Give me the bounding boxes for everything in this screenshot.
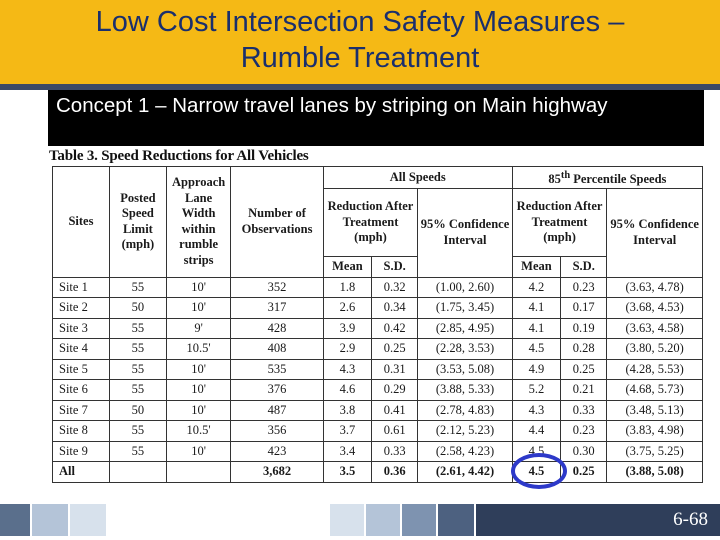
table-cell: 0.31 (372, 359, 418, 380)
table-cell: 3.7 (323, 421, 371, 442)
table-cell: 0.30 (561, 441, 607, 462)
table-cell: 428 (231, 318, 323, 339)
table-cell: (2.78, 4.83) (418, 400, 513, 421)
table-cell: 0.42 (372, 318, 418, 339)
table-cell: 55 (109, 380, 166, 401)
table-cell: (4.28, 5.53) (607, 359, 703, 380)
footer-block (402, 504, 436, 536)
slide-title-line-2: Rumble Treatment (240, 42, 480, 74)
footer-bar (0, 504, 720, 540)
table-cell: (3.48, 5.13) (607, 400, 703, 421)
table-cell: 408 (231, 339, 323, 360)
table-cell: (2.85, 4.95) (418, 318, 513, 339)
table-cell: 50 (109, 400, 166, 421)
header-ci-85: 95% Confidence Interval (607, 189, 703, 278)
header-approach-lane-width: Approach Lane Width within rumble strips (166, 167, 230, 278)
slide-title (0, 4, 720, 76)
table-cell: 10' (166, 277, 230, 298)
footer-block (0, 504, 30, 536)
table-cell: 4.5 (512, 339, 560, 360)
table-cell: (3.68, 4.53) (607, 298, 703, 319)
table-row (53, 318, 703, 339)
table-row (53, 339, 703, 360)
highlight-circle (511, 453, 567, 489)
table-cell: Site 6 (53, 380, 110, 401)
table-cell: 0.21 (561, 380, 607, 401)
header-all-speeds: All Speeds (323, 167, 512, 189)
table-cell: 2.6 (323, 298, 371, 319)
table-cell: 356 (231, 421, 323, 442)
table-cell: 2.9 (323, 339, 371, 360)
table-cell: 3.8 (323, 400, 371, 421)
table-row (53, 298, 703, 319)
table-cell: Site 4 (53, 339, 110, 360)
table-cell: 50 (109, 298, 166, 319)
table-cell: 0.25 (372, 339, 418, 360)
table-cell: 4.2 (512, 277, 560, 298)
table-cell: 0.33 (561, 400, 607, 421)
table-cell: 10' (166, 359, 230, 380)
table-cell: 4.5 (512, 441, 560, 462)
table-cell: (2.12, 5.23) (418, 421, 513, 442)
table-cell: 0.23 (561, 277, 607, 298)
table-cell: 4.9 (512, 359, 560, 380)
table-cell: (2.28, 3.53) (418, 339, 513, 360)
slide-title-line-1: Low Cost Intersection Safety Measures – (95, 6, 625, 38)
table-cell: 0.25 (561, 359, 607, 380)
table-row (53, 277, 703, 298)
table-cell: Site 7 (53, 400, 110, 421)
table-cell: 0.19 (561, 318, 607, 339)
header-mean-all: Mean (323, 257, 371, 278)
header-sd-all: S.D. (372, 257, 418, 278)
table-cell: Site 5 (53, 359, 110, 380)
table-cell: 55 (109, 421, 166, 442)
table-cell: (3.63, 4.78) (607, 277, 703, 298)
table-cell: 55 (109, 359, 166, 380)
table-cell: 0.29 (372, 380, 418, 401)
table-cell: 5.2 (512, 380, 560, 401)
table-row (53, 441, 703, 462)
table-cell: (3.83, 4.98) (607, 421, 703, 442)
table-cell: 0.17 (561, 298, 607, 319)
table-cell: 352 (231, 277, 323, 298)
table-cell: 4.5 (512, 462, 560, 483)
table-cell: 0.28 (561, 339, 607, 360)
table-cell: (3.53, 5.08) (418, 359, 513, 380)
table-cell: Site 1 (53, 277, 110, 298)
table-cell: Site 3 (53, 318, 110, 339)
table-cell: 10' (166, 380, 230, 401)
footer-block (108, 504, 328, 536)
table-cell: (1.75, 3.45) (418, 298, 513, 319)
concept-text: Concept 1 – Narrow travel lanes by striping on Main highway (48, 90, 704, 146)
table-cell: 3,682 (231, 462, 323, 483)
table-cell: 535 (231, 359, 323, 380)
table-cell: 55 (109, 441, 166, 462)
table-cell: 0.23 (561, 421, 607, 442)
table-cell: 10' (166, 400, 230, 421)
table-cell: 4.4 (512, 421, 560, 442)
table-row (53, 380, 703, 401)
table-cell: 0.36 (372, 462, 418, 483)
table-row (53, 421, 703, 442)
footer-block (70, 504, 106, 536)
table-cell: (3.88, 5.08) (607, 462, 703, 483)
table-cell: 4.1 (512, 298, 560, 319)
header-number-of-observations: Number of Observations (231, 167, 323, 278)
table-cell (166, 462, 230, 483)
table-cell: 3.9 (323, 318, 371, 339)
table-cell: 10' (166, 441, 230, 462)
table-cell: 4.1 (512, 318, 560, 339)
table-cell: Site 8 (53, 421, 110, 442)
table-cell: 10.5' (166, 421, 230, 442)
footer-block (366, 504, 400, 536)
header-85th-percentile: 85th Percentile Speeds (512, 167, 702, 189)
page-number: 6-68 (673, 509, 708, 530)
table-cell: 3.4 (323, 441, 371, 462)
table-total-row (53, 462, 703, 483)
speed-reduction-table (52, 166, 703, 483)
header-posted-speed-limit: Posted Speed Limit (mph) (109, 167, 166, 278)
header-mean-85: Mean (512, 257, 560, 278)
header-reduction-all: Reduction After Treatment (mph) (323, 189, 418, 257)
header-sd-85: S.D. (561, 257, 607, 278)
table-row (53, 359, 703, 380)
table-cell: Site 2 (53, 298, 110, 319)
table-cell: (1.00, 2.60) (418, 277, 513, 298)
table-cell: 0.61 (372, 421, 418, 442)
table-cell: 4.6 (323, 380, 371, 401)
table-cell: 0.25 (561, 462, 607, 483)
table-cell: (4.68, 5.73) (607, 380, 703, 401)
header-reduction-85: Reduction After Treatment (mph) (512, 189, 607, 257)
table-cell: 55 (109, 277, 166, 298)
footer-block (330, 504, 364, 536)
table-cell: 4.3 (323, 359, 371, 380)
table-cell (109, 462, 166, 483)
table-cell: 1.8 (323, 277, 371, 298)
footer-block (438, 504, 474, 536)
table-cell: (2.58, 4.23) (418, 441, 513, 462)
table-cell: 423 (231, 441, 323, 462)
table-cell: 4.3 (512, 400, 560, 421)
table-cell: 0.32 (372, 277, 418, 298)
header-sites: Sites (53, 167, 110, 278)
table-cell: 9' (166, 318, 230, 339)
table-cell: 487 (231, 400, 323, 421)
table-cell: 0.33 (372, 441, 418, 462)
header-ci-all: 95% Confidence Interval (418, 189, 513, 278)
table-cell: 55 (109, 318, 166, 339)
table-cell: 10.5' (166, 339, 230, 360)
table-cell: 0.41 (372, 400, 418, 421)
table-cell: 0.34 (372, 298, 418, 319)
table-cell: 317 (231, 298, 323, 319)
table-cell: 376 (231, 380, 323, 401)
table-cell: (3.75, 5.25) (607, 441, 703, 462)
table-caption: Table 3. Speed Reductions for All Vehicles (49, 148, 309, 164)
table-cell: (3.63, 4.58) (607, 318, 703, 339)
table-cell: 3.5 (323, 462, 371, 483)
table-cell: (3.80, 5.20) (607, 339, 703, 360)
footer-block (32, 504, 68, 536)
table-cell: (3.88, 5.33) (418, 380, 513, 401)
table-cell: 10' (166, 298, 230, 319)
table-row (53, 400, 703, 421)
table-cell: (2.61, 4.42) (418, 462, 513, 483)
table-cell: Site 9 (53, 441, 110, 462)
table-cell: All (53, 462, 110, 483)
table-cell: 55 (109, 339, 166, 360)
